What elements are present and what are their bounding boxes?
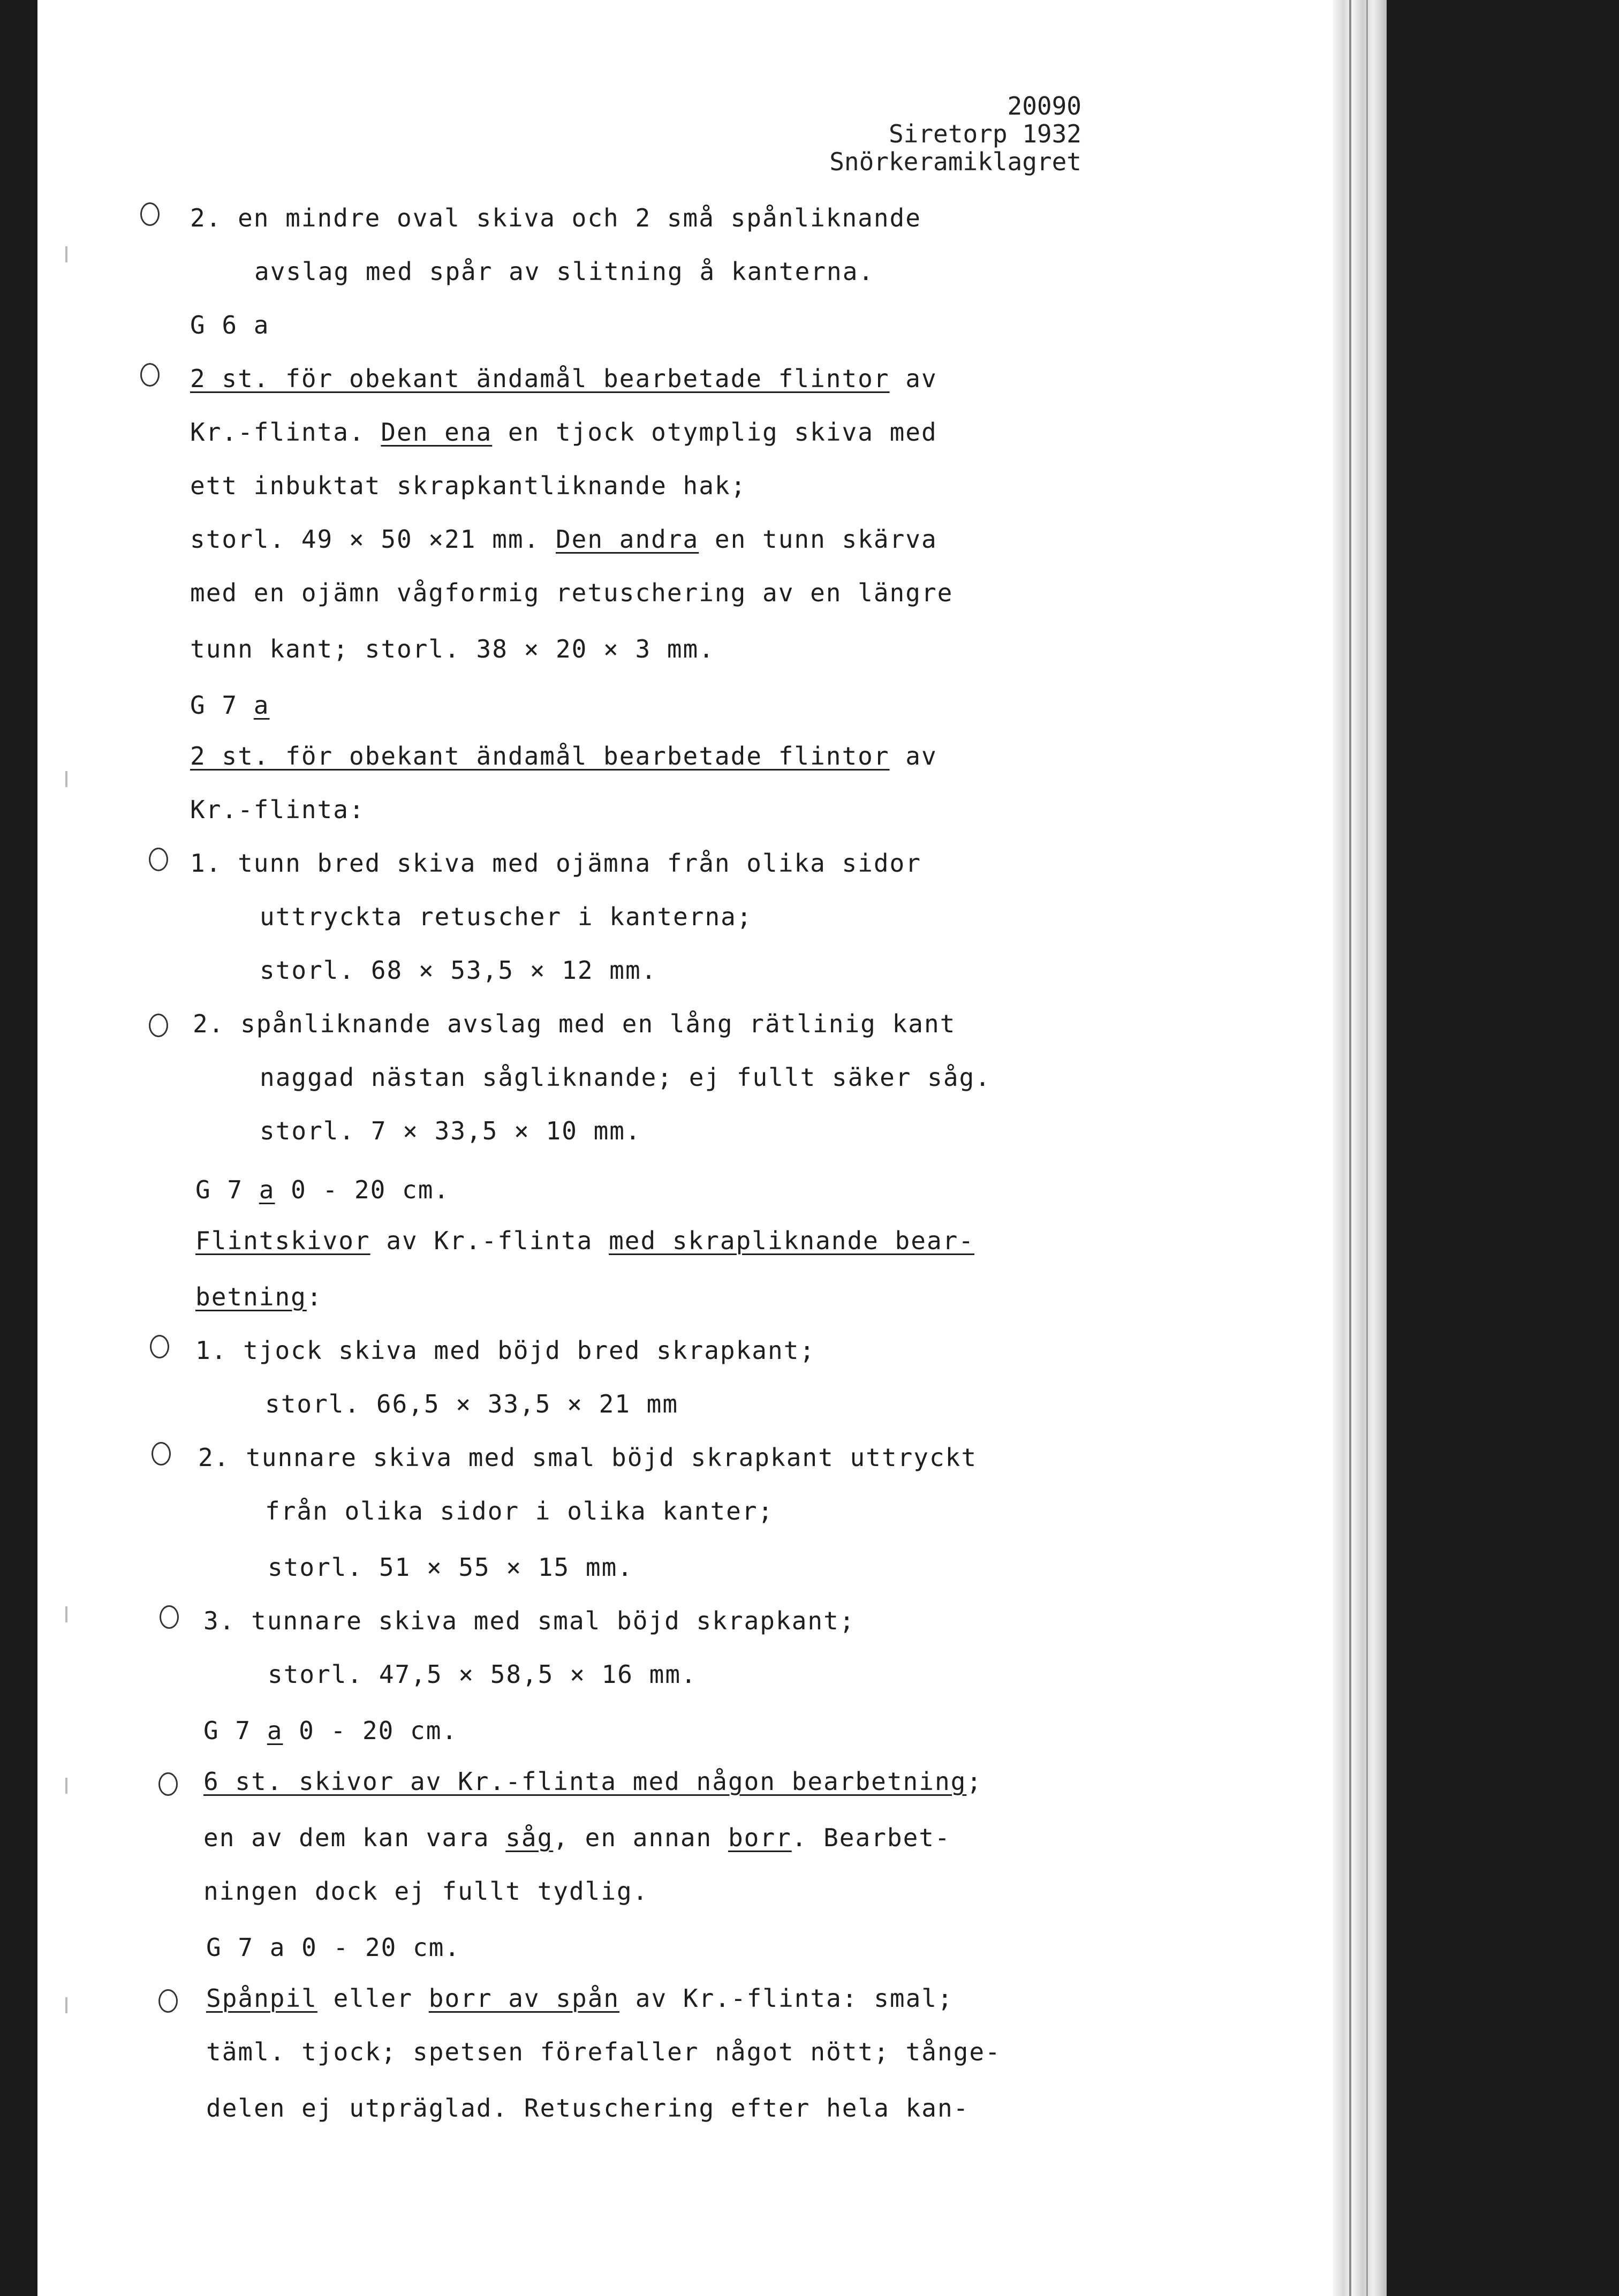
text-line bbox=[193, 1009, 956, 1038]
text-segment: ett inbuktat skrapkantliknande hak; bbox=[190, 471, 747, 500]
text-segment: G 6 a bbox=[190, 311, 270, 339]
margin-circle-mark bbox=[149, 848, 168, 871]
text-line bbox=[190, 525, 937, 554]
text-line bbox=[265, 1389, 678, 1418]
text-segment: storl. 7 × 33,5 × 10 mm. bbox=[260, 1116, 641, 1145]
text-segment: naggad nästan sågliknande; ej fullt säker såg. bbox=[260, 1063, 991, 1092]
text-line bbox=[203, 1823, 951, 1852]
text-segment: från olika sidor i olika kanter; bbox=[265, 1497, 774, 1525]
text-segment: 0 - 20 cm. bbox=[283, 1716, 458, 1745]
text-segment: storl. 47,5 × 58,5 × 16 mm. bbox=[268, 1660, 697, 1689]
text-segment: . Bearbet- bbox=[791, 1823, 951, 1852]
margin-circle-mark bbox=[158, 1989, 178, 2013]
margin-circle-mark bbox=[150, 1335, 169, 1358]
text-segment: av Kr.-flinta bbox=[370, 1226, 609, 1255]
text-segment: delen ej utpräglad. Retuschering efter hela kan- bbox=[206, 2094, 970, 2123]
text-line bbox=[190, 364, 937, 393]
text-line bbox=[198, 1443, 977, 1472]
text-line bbox=[190, 311, 269, 339]
underlined-text: med skrapliknande bear- bbox=[609, 1226, 975, 1255]
text-segment: ningen dock ej fullt tydlig. bbox=[203, 1877, 649, 1906]
margin-circle-mark bbox=[140, 202, 160, 226]
text-line bbox=[260, 956, 657, 985]
underlined-text: 2 st. för obekant ändamål bearbetade flintor bbox=[190, 742, 890, 771]
underlined-text: Flintskivor bbox=[195, 1226, 370, 1255]
text-segment: , en annan bbox=[553, 1823, 728, 1852]
text-line bbox=[190, 203, 921, 232]
text-line bbox=[195, 1282, 323, 1311]
text-segment: avslag med spår av slitning å kanterna. bbox=[254, 257, 875, 286]
text-line bbox=[190, 742, 937, 771]
text-line bbox=[206, 2094, 969, 2123]
text-line bbox=[203, 1716, 458, 1745]
text-segment: storl. 51 × 55 × 15 mm. bbox=[268, 1553, 633, 1582]
text-line bbox=[190, 849, 921, 878]
text-line bbox=[190, 471, 746, 500]
text-segment: 3. tunnare skiva med smal böjd skrapkant; bbox=[203, 1606, 856, 1635]
text-segment: med en ojämn vågformig retuschering av en längre bbox=[190, 578, 954, 607]
margin-circle-mark bbox=[140, 363, 160, 387]
text-line bbox=[190, 418, 937, 447]
text-line bbox=[190, 795, 365, 824]
text-line bbox=[190, 578, 953, 607]
page-header bbox=[829, 92, 1081, 176]
book-binding-edge bbox=[1333, 0, 1387, 2296]
text-segment: G 7 bbox=[195, 1175, 259, 1204]
margin-tick bbox=[65, 1606, 67, 1622]
text-segment: G 7 bbox=[190, 691, 254, 720]
text-segment: storl. 49 × 50 ×21 mm. bbox=[190, 525, 556, 554]
text-segment: 0 - 20 cm. bbox=[275, 1175, 450, 1204]
text-segment: eller bbox=[317, 1984, 429, 2013]
text-line bbox=[203, 1877, 648, 1906]
text-line bbox=[206, 1933, 460, 1962]
underlined-text: a bbox=[259, 1175, 275, 1204]
margin-circle-mark bbox=[160, 1605, 179, 1629]
text-line bbox=[195, 1226, 974, 1255]
text-segment: 2. tunnare skiva med smal böjd skrapkant uttryckt bbox=[198, 1443, 978, 1472]
text-line bbox=[260, 1063, 991, 1092]
text-segment: en av dem kan vara bbox=[203, 1823, 506, 1852]
margin-tick bbox=[65, 1778, 67, 1794]
margin-tick bbox=[65, 246, 67, 262]
text-segment: storl. 66,5 × 33,5 × 21 mm bbox=[265, 1389, 679, 1418]
underlined-text: borr av spån bbox=[428, 1984, 620, 2013]
text-line bbox=[203, 1767, 982, 1796]
text-segment: 1. tunn bred skiva med ojämna från olika sidor bbox=[190, 849, 921, 878]
margin-tick bbox=[65, 771, 67, 787]
text-line bbox=[260, 1116, 641, 1145]
text-segment: av bbox=[889, 742, 937, 771]
layer-name: Snörkeramiklagret bbox=[829, 147, 1081, 176]
text-line bbox=[206, 2037, 1001, 2066]
document-page bbox=[37, 0, 1371, 2296]
text-segment: en tjock otymplig skiva med bbox=[492, 418, 937, 447]
text-segment: G 7 bbox=[203, 1716, 267, 1745]
underlined-text: betning bbox=[195, 1282, 307, 1311]
underlined-text: 6 st. skivor av Kr.-flinta med någon bearbetning bbox=[203, 1767, 967, 1796]
text-segment: täml. tjock; spetsen förefaller något nött; tånge- bbox=[206, 2037, 1001, 2066]
underlined-text: a bbox=[267, 1716, 283, 1745]
margin-circle-mark bbox=[158, 1772, 178, 1796]
catalog-number: 20090 bbox=[1007, 92, 1081, 120]
underlined-text: 2 st. för obekant ändamål bearbetade flintor bbox=[190, 364, 890, 393]
text-segment: ; bbox=[966, 1767, 983, 1796]
site-name: Siretorp 1932 bbox=[888, 119, 1081, 148]
underlined-text: Den andra bbox=[555, 525, 699, 554]
text-line bbox=[265, 1497, 774, 1525]
underlined-text: Spånpil bbox=[206, 1984, 317, 2013]
text-segment: G 7 a 0 - 20 cm. bbox=[206, 1933, 461, 1962]
margin-tick bbox=[65, 1997, 67, 2013]
text-line bbox=[190, 635, 715, 663]
text-segment: 2. spånliknande avslag med en lång rätlinig kant bbox=[193, 1009, 956, 1038]
text-segment: uttryckta retuscher i kanterna; bbox=[260, 902, 753, 931]
underlined-text: såg bbox=[505, 1823, 554, 1852]
text-segment: : bbox=[306, 1282, 323, 1311]
text-line bbox=[195, 1336, 815, 1365]
text-line bbox=[203, 1606, 855, 1635]
margin-circle-mark bbox=[152, 1442, 171, 1466]
text-line bbox=[195, 1175, 450, 1204]
text-line bbox=[190, 691, 269, 720]
text-line bbox=[268, 1553, 633, 1582]
text-segment: 1. tjock skiva med böjd bred skrapkant; bbox=[195, 1336, 816, 1365]
underlined-text: a bbox=[253, 691, 270, 720]
text-line bbox=[268, 1660, 697, 1689]
text-line bbox=[254, 257, 874, 286]
underlined-text: borr bbox=[728, 1823, 792, 1852]
text-segment: av Kr.-flinta: smal; bbox=[619, 1984, 954, 2013]
text-line bbox=[206, 1984, 954, 2013]
underlined-text: Den ena bbox=[381, 418, 493, 447]
text-segment: storl. 68 × 53,5 × 12 mm. bbox=[260, 956, 657, 985]
text-segment: Kr.-flinta. bbox=[190, 418, 381, 447]
text-segment: Kr.-flinta: bbox=[190, 795, 365, 824]
text-segment: tunn kant; storl. 38 × 20 × 3 mm. bbox=[190, 635, 715, 663]
text-line bbox=[260, 902, 753, 931]
margin-circle-mark bbox=[149, 1014, 168, 1037]
text-segment: av bbox=[889, 364, 937, 393]
text-segment: 2. en mindre oval skiva och 2 små spånliknande bbox=[190, 203, 921, 232]
text-segment: en tunn skärva bbox=[699, 525, 937, 554]
